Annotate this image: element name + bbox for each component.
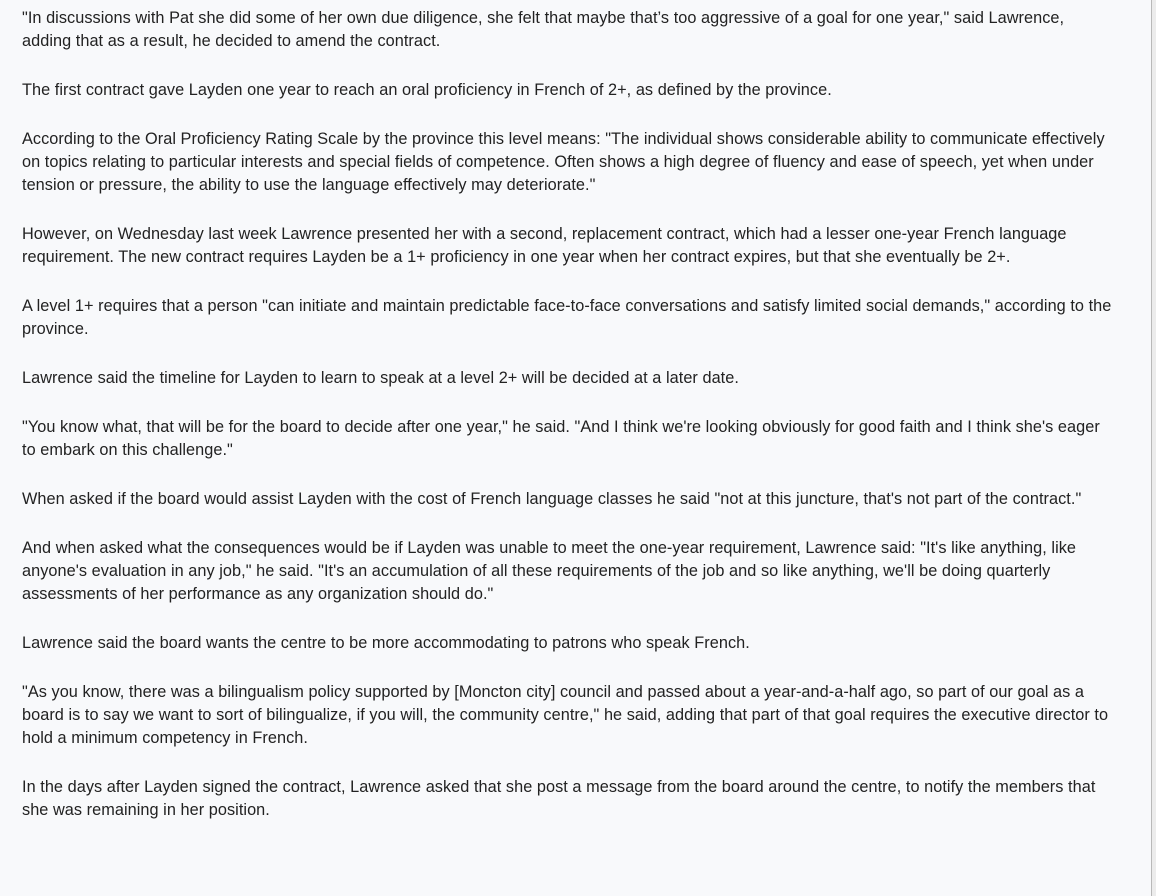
article-body bbox=[22, 7, 1112, 848]
article-paragraph: Lawrence said the board wants the centre to be more accommodating to patrons who speak French. bbox=[22, 634, 750, 652]
article-paragraph: The first contract gave Layden one year to reach an oral proficiency in French of 2+, as defined by the province. bbox=[22, 81, 832, 99]
article-paragraph: Lawrence said the timeline for Layden to learn to speak at a level 2+ will be decided at a later date. bbox=[22, 369, 739, 387]
article-paragraph: A level 1+ requires that a person "can initiate and maintain predictable face-to-face conversations and satisfy limited social demands," according to the province. bbox=[22, 297, 1112, 338]
article-paragraph: "As you know, there was a bilingualism policy supported by [Moncton city] council and passed about a year-and-a-half ago, so part of our goal as a board is to say we want to sort of bilingualize, if you will, the community centre," he said, adding that part of that goal requires the executive director to hold a minimum competency in French. bbox=[22, 683, 1109, 747]
article-paragraph: "You know what, that will be for the board to decide after one year," he said. "And I think we're looking obviously for good faith and I think she's eager to embark on this challenge." bbox=[22, 418, 1100, 459]
article-paragraph: "In discussions with Pat she did some of her own due diligence, she felt that maybe that’s too aggressive of a goal for one year," said Lawrence, adding that as a result, he decided to amend the contract. bbox=[22, 9, 1065, 50]
article-paragraph: And when asked what the consequences would be if Layden was unable to meet the one-year requirement, Lawrence said: "It's like anything, like anyone's evaluation in any job," he said. "It's an accumulation of all these requirements of the job and so like anything, we'll be doing quarterly assessments of her performance as any organization should do." bbox=[22, 539, 1077, 603]
article-paragraph: When asked if the board would assist Layden with the cost of French language classes he said "not at this juncture, that's not part of the contract." bbox=[22, 490, 1082, 508]
vertical-scrollbar[interactable] bbox=[1151, 0, 1156, 896]
article-paragraph: However, on Wednesday last week Lawrence presented her with a second, replacement contract, which had a lesser one-year French language requirement. The new contract requires Layden be a 1+ proficiency in one year when her contract expires, but that she eventually be 2+. bbox=[22, 225, 1067, 266]
article-paragraph: In the days after Layden signed the contract, Lawrence asked that she post a message from the board around the centre, to notify the members that she was remaining in her position. bbox=[22, 778, 1096, 819]
article-paragraph: According to the Oral Proficiency Rating Scale by the province this level means: "The individual shows considerable ability to communicate effectively on topics relating to particular interests and special fields of competence. Often shows a high degree of fluency and ease of speech, yet when under tension or pressure, the ability to use the language effectively may deteriorate." bbox=[22, 130, 1105, 194]
